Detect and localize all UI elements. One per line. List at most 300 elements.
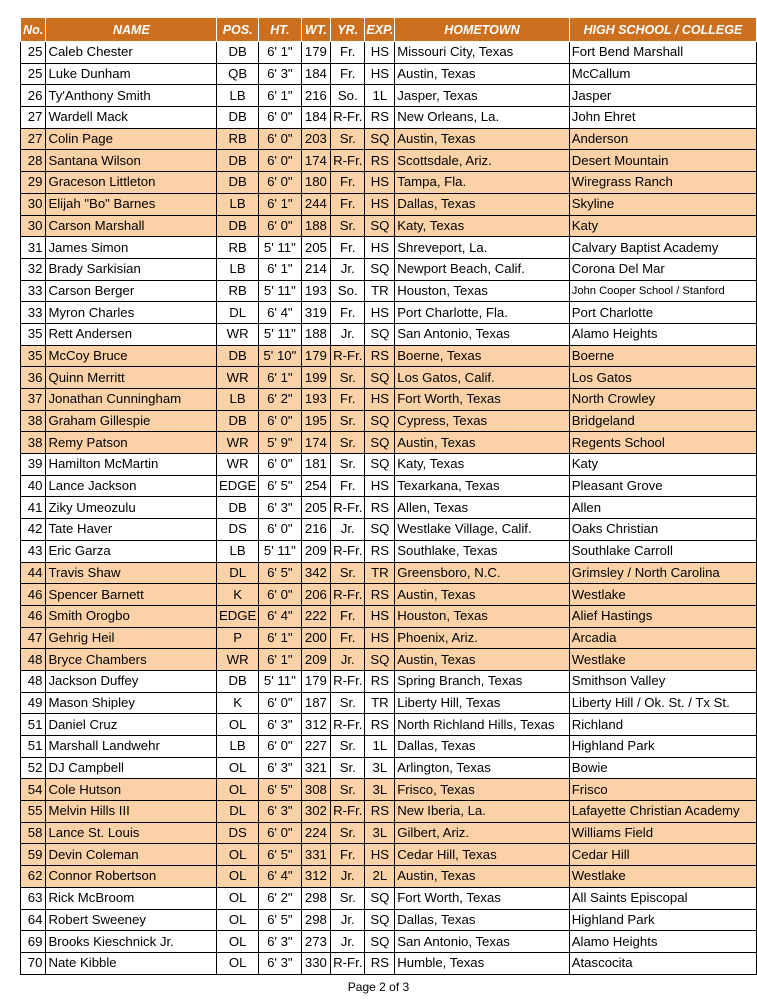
cell-weight: 222 bbox=[301, 605, 330, 627]
cell-experience: RS bbox=[365, 714, 395, 736]
cell-school: Anderson bbox=[569, 128, 756, 150]
col-header-hometown: HOMETOWN bbox=[395, 18, 569, 42]
table-row bbox=[21, 714, 757, 736]
cell-name: Quinn Merritt bbox=[46, 367, 217, 389]
cell-school: Corona Del Mar bbox=[569, 258, 756, 280]
cell-weight: 216 bbox=[301, 85, 330, 107]
cell-experience: SQ bbox=[365, 258, 395, 280]
cell-number: 36 bbox=[21, 367, 46, 389]
cell-hometown: Katy, Texas bbox=[395, 215, 569, 237]
table-row bbox=[21, 801, 757, 823]
cell-hometown: Cypress, Texas bbox=[395, 410, 569, 432]
cell-hometown: Newport Beach, Calif. bbox=[395, 258, 569, 280]
cell-number: 35 bbox=[21, 345, 46, 367]
cell-height: 6' 1" bbox=[258, 193, 301, 215]
cell-number: 48 bbox=[21, 670, 46, 692]
cell-name: DJ Campbell bbox=[46, 757, 217, 779]
cell-year: Fr. bbox=[331, 172, 365, 194]
cell-position: DB bbox=[217, 172, 259, 194]
cell-height: 6' 1" bbox=[258, 258, 301, 280]
cell-school: Grimsley / North Carolina bbox=[569, 562, 756, 584]
cell-year: Fr. bbox=[331, 844, 365, 866]
cell-position: DB bbox=[217, 497, 259, 519]
cell-position: EDGE bbox=[217, 605, 259, 627]
cell-height: 6' 5" bbox=[258, 779, 301, 801]
cell-position: LB bbox=[217, 540, 259, 562]
table-row bbox=[21, 866, 757, 888]
cell-weight: 321 bbox=[301, 757, 330, 779]
cell-name: Elijah "Bo" Barnes bbox=[46, 193, 217, 215]
table-row bbox=[21, 107, 757, 129]
cell-weight: 214 bbox=[301, 258, 330, 280]
table-row bbox=[21, 345, 757, 367]
cell-year: Fr. bbox=[331, 193, 365, 215]
cell-height: 6' 3" bbox=[258, 931, 301, 953]
cell-school: Frisco bbox=[569, 779, 756, 801]
cell-position: OL bbox=[217, 714, 259, 736]
table-row bbox=[21, 844, 757, 866]
cell-weight: 298 bbox=[301, 887, 330, 909]
cell-experience: SQ bbox=[365, 519, 395, 541]
cell-position: K bbox=[217, 692, 259, 714]
cell-name: Caleb Chester bbox=[46, 42, 217, 64]
cell-school: John Cooper School / Stanford bbox=[569, 280, 756, 302]
cell-year: Fr. bbox=[331, 605, 365, 627]
cell-experience: HS bbox=[365, 237, 395, 259]
cell-number: 32 bbox=[21, 258, 46, 280]
cell-weight: 179 bbox=[301, 42, 330, 64]
cell-weight: 203 bbox=[301, 128, 330, 150]
cell-weight: 244 bbox=[301, 193, 330, 215]
col-header-pos: POS. bbox=[217, 18, 259, 42]
cell-height: 6' 1" bbox=[258, 649, 301, 671]
cell-number: 37 bbox=[21, 389, 46, 411]
cell-experience: HS bbox=[365, 302, 395, 324]
cell-year: So. bbox=[331, 85, 365, 107]
cell-position: WR bbox=[217, 323, 259, 345]
cell-hometown: Cedar Hill, Texas bbox=[395, 844, 569, 866]
cell-height: 6' 0" bbox=[258, 736, 301, 758]
cell-school: Calvary Baptist Academy bbox=[569, 237, 756, 259]
cell-hometown: Texarkana, Texas bbox=[395, 475, 569, 497]
cell-year: Sr. bbox=[331, 128, 365, 150]
cell-number: 47 bbox=[21, 627, 46, 649]
table-row bbox=[21, 323, 757, 345]
cell-hometown: Jasper, Texas bbox=[395, 85, 569, 107]
cell-hometown: Katy, Texas bbox=[395, 454, 569, 476]
cell-name: Brooks Kieschnick Jr. bbox=[46, 931, 217, 953]
cell-hometown: Austin, Texas bbox=[395, 649, 569, 671]
cell-hometown: Gilbert, Ariz. bbox=[395, 822, 569, 844]
cell-position: OL bbox=[217, 931, 259, 953]
cell-experience: SQ bbox=[365, 323, 395, 345]
cell-hometown: Houston, Texas bbox=[395, 280, 569, 302]
cell-position: DB bbox=[217, 42, 259, 64]
cell-name: Lance Jackson bbox=[46, 475, 217, 497]
cell-height: 6' 3" bbox=[258, 801, 301, 823]
cell-year: Fr. bbox=[331, 389, 365, 411]
cell-school: Liberty Hill / Ok. St. / Tx St. bbox=[569, 692, 756, 714]
cell-name: Travis Shaw bbox=[46, 562, 217, 584]
cell-name: Lance St. Louis bbox=[46, 822, 217, 844]
cell-weight: 193 bbox=[301, 389, 330, 411]
cell-weight: 308 bbox=[301, 779, 330, 801]
cell-name: Carson Marshall bbox=[46, 215, 217, 237]
cell-weight: 209 bbox=[301, 649, 330, 671]
cell-weight: 254 bbox=[301, 475, 330, 497]
cell-school: Los Gatos bbox=[569, 367, 756, 389]
cell-position: OL bbox=[217, 866, 259, 888]
cell-school: All Saints Episcopal bbox=[569, 887, 756, 909]
cell-height: 6' 0" bbox=[258, 107, 301, 129]
cell-weight: 206 bbox=[301, 584, 330, 606]
table-row bbox=[21, 475, 757, 497]
cell-height: 6' 4" bbox=[258, 302, 301, 324]
cell-height: 6' 1" bbox=[258, 627, 301, 649]
cell-number: 25 bbox=[21, 63, 46, 85]
cell-height: 6' 3" bbox=[258, 63, 301, 85]
cell-hometown: Westlake Village, Calif. bbox=[395, 519, 569, 541]
cell-name: Daniel Cruz bbox=[46, 714, 217, 736]
cell-experience: SQ bbox=[365, 931, 395, 953]
cell-year: Jr. bbox=[331, 258, 365, 280]
cell-position: QB bbox=[217, 63, 259, 85]
col-header-wt: WT. bbox=[301, 18, 330, 42]
cell-hometown: Fort Worth, Texas bbox=[395, 887, 569, 909]
cell-experience: 3L bbox=[365, 757, 395, 779]
table-row bbox=[21, 193, 757, 215]
cell-year: Fr. bbox=[331, 63, 365, 85]
table-row bbox=[21, 627, 757, 649]
cell-experience: SQ bbox=[365, 887, 395, 909]
cell-name: Luke Dunham bbox=[46, 63, 217, 85]
cell-name: Nate Kibble bbox=[46, 952, 217, 974]
cell-school: Jasper bbox=[569, 85, 756, 107]
cell-experience: HS bbox=[365, 475, 395, 497]
cell-height: 6' 0" bbox=[258, 822, 301, 844]
cell-hometown: Houston, Texas bbox=[395, 605, 569, 627]
cell-position: DB bbox=[217, 107, 259, 129]
table-row bbox=[21, 432, 757, 454]
cell-school: Alief Hastings bbox=[569, 605, 756, 627]
cell-weight: 319 bbox=[301, 302, 330, 324]
cell-school: Alamo Heights bbox=[569, 323, 756, 345]
cell-hometown: Austin, Texas bbox=[395, 128, 569, 150]
table-row bbox=[21, 909, 757, 931]
cell-year: Fr. bbox=[331, 627, 365, 649]
cell-school: McCallum bbox=[569, 63, 756, 85]
cell-experience: RS bbox=[365, 670, 395, 692]
cell-experience: RS bbox=[365, 150, 395, 172]
cell-number: 35 bbox=[21, 323, 46, 345]
header-row bbox=[21, 18, 757, 42]
cell-hometown: Dallas, Texas bbox=[395, 193, 569, 215]
cell-name: Bryce Chambers bbox=[46, 649, 217, 671]
cell-number: 54 bbox=[21, 779, 46, 801]
cell-year: Fr. bbox=[331, 475, 365, 497]
cell-hometown: Austin, Texas bbox=[395, 63, 569, 85]
cell-weight: 302 bbox=[301, 801, 330, 823]
cell-number: 26 bbox=[21, 85, 46, 107]
cell-hometown: Dallas, Texas bbox=[395, 909, 569, 931]
cell-name: Santana Wilson bbox=[46, 150, 217, 172]
cell-name: Graham Gillespie bbox=[46, 410, 217, 432]
cell-height: 6' 0" bbox=[258, 692, 301, 714]
col-header-school: HIGH SCHOOL / COLLEGE bbox=[569, 18, 756, 42]
cell-school: John Ehret bbox=[569, 107, 756, 129]
cell-number: 27 bbox=[21, 107, 46, 129]
table-row bbox=[21, 42, 757, 64]
table-row bbox=[21, 389, 757, 411]
cell-experience: RS bbox=[365, 952, 395, 974]
table-row bbox=[21, 779, 757, 801]
cell-number: 40 bbox=[21, 475, 46, 497]
cell-name: Rett Andersen bbox=[46, 323, 217, 345]
cell-position: P bbox=[217, 627, 259, 649]
cell-experience: RS bbox=[365, 345, 395, 367]
cell-school: Westlake bbox=[569, 584, 756, 606]
cell-experience: 1L bbox=[365, 85, 395, 107]
col-header-exp: EXP. bbox=[365, 18, 395, 42]
cell-experience: HS bbox=[365, 389, 395, 411]
cell-experience: SQ bbox=[365, 432, 395, 454]
cell-school: Fort Bend Marshall bbox=[569, 42, 756, 64]
cell-height: 5' 10" bbox=[258, 345, 301, 367]
cell-number: 29 bbox=[21, 172, 46, 194]
cell-position: OL bbox=[217, 952, 259, 974]
cell-number: 33 bbox=[21, 302, 46, 324]
cell-position: RB bbox=[217, 128, 259, 150]
cell-school: Arcadia bbox=[569, 627, 756, 649]
cell-number: 38 bbox=[21, 410, 46, 432]
cell-number: 63 bbox=[21, 887, 46, 909]
cell-school: North Crowley bbox=[569, 389, 756, 411]
cell-position: DL bbox=[217, 302, 259, 324]
cell-position: DB bbox=[217, 150, 259, 172]
cell-position: DB bbox=[217, 410, 259, 432]
cell-hometown: Los Gatos, Calif. bbox=[395, 367, 569, 389]
cell-school: Desert Mountain bbox=[569, 150, 756, 172]
cell-experience: SQ bbox=[365, 128, 395, 150]
cell-number: 39 bbox=[21, 454, 46, 476]
table-row bbox=[21, 410, 757, 432]
cell-number: 69 bbox=[21, 931, 46, 953]
cell-year: Jr. bbox=[331, 519, 365, 541]
cell-height: 5' 11" bbox=[258, 323, 301, 345]
cell-hometown: Arlington, Texas bbox=[395, 757, 569, 779]
cell-name: Carson Berger bbox=[46, 280, 217, 302]
cell-height: 6' 3" bbox=[258, 714, 301, 736]
cell-experience: 3L bbox=[365, 822, 395, 844]
cell-year: R-Fr. bbox=[331, 345, 365, 367]
cell-hometown: Liberty Hill, Texas bbox=[395, 692, 569, 714]
cell-number: 30 bbox=[21, 215, 46, 237]
cell-position: DB bbox=[217, 345, 259, 367]
cell-weight: 174 bbox=[301, 432, 330, 454]
cell-weight: 200 bbox=[301, 627, 330, 649]
cell-hometown: San Antonio, Texas bbox=[395, 931, 569, 953]
cell-height: 6' 4" bbox=[258, 605, 301, 627]
cell-school: Lafayette Christian Academy bbox=[569, 801, 756, 823]
roster-table bbox=[20, 17, 757, 975]
cell-year: R-Fr. bbox=[331, 540, 365, 562]
page-number: Page 2 of 3 bbox=[347, 980, 410, 994]
cell-name: Remy Patson bbox=[46, 432, 217, 454]
cell-year: So. bbox=[331, 280, 365, 302]
cell-name: Tate Haver bbox=[46, 519, 217, 541]
cell-school: Cedar Hill bbox=[569, 844, 756, 866]
cell-number: 51 bbox=[21, 714, 46, 736]
cell-position: RB bbox=[217, 280, 259, 302]
cell-position: EDGE bbox=[217, 475, 259, 497]
roster-body bbox=[21, 42, 757, 975]
cell-weight: 174 bbox=[301, 150, 330, 172]
cell-number: 28 bbox=[21, 150, 46, 172]
cell-hometown: Frisco, Texas bbox=[395, 779, 569, 801]
col-header-yr: YR. bbox=[331, 18, 365, 42]
cell-name: Brady Sarkisian bbox=[46, 258, 217, 280]
cell-hometown: Boerne, Texas bbox=[395, 345, 569, 367]
cell-weight: 179 bbox=[301, 345, 330, 367]
cell-number: 30 bbox=[21, 193, 46, 215]
cell-experience: SQ bbox=[365, 649, 395, 671]
cell-position: LB bbox=[217, 258, 259, 280]
cell-school: Oaks Christian bbox=[569, 519, 756, 541]
cell-school: Richland bbox=[569, 714, 756, 736]
cell-year: R-Fr. bbox=[331, 584, 365, 606]
cell-hometown: Tampa, Fla. bbox=[395, 172, 569, 194]
cell-school: Bowie bbox=[569, 757, 756, 779]
cell-number: 48 bbox=[21, 649, 46, 671]
cell-height: 6' 5" bbox=[258, 475, 301, 497]
cell-hometown: Scottsdale, Ariz. bbox=[395, 150, 569, 172]
cell-height: 6' 2" bbox=[258, 887, 301, 909]
cell-height: 6' 3" bbox=[258, 952, 301, 974]
table-row bbox=[21, 128, 757, 150]
cell-hometown: Humble, Texas bbox=[395, 952, 569, 974]
cell-experience: RS bbox=[365, 584, 395, 606]
table-row bbox=[21, 85, 757, 107]
cell-height: 6' 0" bbox=[258, 172, 301, 194]
cell-weight: 312 bbox=[301, 866, 330, 888]
table-row bbox=[21, 258, 757, 280]
cell-number: 55 bbox=[21, 801, 46, 823]
cell-height: 6' 5" bbox=[258, 562, 301, 584]
cell-weight: 179 bbox=[301, 670, 330, 692]
cell-name: Spencer Barnett bbox=[46, 584, 217, 606]
cell-number: 41 bbox=[21, 497, 46, 519]
col-header-no: No. bbox=[21, 18, 46, 42]
cell-experience: RS bbox=[365, 107, 395, 129]
cell-height: 6' 1" bbox=[258, 367, 301, 389]
cell-school: Skyline bbox=[569, 193, 756, 215]
cell-school: Westlake bbox=[569, 866, 756, 888]
cell-year: Jr. bbox=[331, 866, 365, 888]
cell-year: Jr. bbox=[331, 931, 365, 953]
cell-year: Sr. bbox=[331, 454, 365, 476]
cell-hometown: Shreveport, La. bbox=[395, 237, 569, 259]
cell-hometown: Dallas, Texas bbox=[395, 736, 569, 758]
table-row bbox=[21, 540, 757, 562]
cell-height: 6' 1" bbox=[258, 85, 301, 107]
cell-experience: HS bbox=[365, 42, 395, 64]
cell-experience: HS bbox=[365, 627, 395, 649]
table-row bbox=[21, 649, 757, 671]
cell-hometown: Missouri City, Texas bbox=[395, 42, 569, 64]
table-row bbox=[21, 822, 757, 844]
cell-position: WR bbox=[217, 432, 259, 454]
cell-experience: SQ bbox=[365, 215, 395, 237]
cell-experience: TR bbox=[365, 280, 395, 302]
cell-hometown: New Orleans, La. bbox=[395, 107, 569, 129]
cell-height: 5' 9" bbox=[258, 432, 301, 454]
cell-weight: 216 bbox=[301, 519, 330, 541]
cell-year: R-Fr. bbox=[331, 801, 365, 823]
cell-name: James Simon bbox=[46, 237, 217, 259]
cell-height: 6' 3" bbox=[258, 757, 301, 779]
cell-position: WR bbox=[217, 454, 259, 476]
cell-height: 6' 0" bbox=[258, 410, 301, 432]
cell-weight: 180 bbox=[301, 172, 330, 194]
table-row bbox=[21, 150, 757, 172]
cell-school: Alamo Heights bbox=[569, 931, 756, 953]
cell-hometown: Spring Branch, Texas bbox=[395, 670, 569, 692]
cell-year: Sr. bbox=[331, 410, 365, 432]
cell-year: Fr. bbox=[331, 302, 365, 324]
cell-weight: 273 bbox=[301, 931, 330, 953]
cell-experience: HS bbox=[365, 193, 395, 215]
table-row bbox=[21, 931, 757, 953]
cell-year: Sr. bbox=[331, 779, 365, 801]
cell-position: WR bbox=[217, 649, 259, 671]
cell-experience: SQ bbox=[365, 410, 395, 432]
table-row bbox=[21, 519, 757, 541]
cell-year: Sr. bbox=[331, 432, 365, 454]
cell-experience: HS bbox=[365, 172, 395, 194]
cell-year: Fr. bbox=[331, 42, 365, 64]
cell-year: Fr. bbox=[331, 237, 365, 259]
cell-position: OL bbox=[217, 779, 259, 801]
cell-school: Highland Park bbox=[569, 909, 756, 931]
table-row bbox=[21, 302, 757, 324]
cell-name: Jackson Duffey bbox=[46, 670, 217, 692]
cell-year: R-Fr. bbox=[331, 497, 365, 519]
cell-name: Mason Shipley bbox=[46, 692, 217, 714]
table-row bbox=[21, 605, 757, 627]
cell-hometown: Phoenix, Ariz. bbox=[395, 627, 569, 649]
cell-school: Allen bbox=[569, 497, 756, 519]
cell-height: 6' 0" bbox=[258, 454, 301, 476]
cell-position: DB bbox=[217, 215, 259, 237]
cell-number: 25 bbox=[21, 42, 46, 64]
cell-position: LB bbox=[217, 389, 259, 411]
cell-height: 6' 0" bbox=[258, 150, 301, 172]
cell-position: DS bbox=[217, 519, 259, 541]
cell-weight: 188 bbox=[301, 215, 330, 237]
cell-school: Regents School bbox=[569, 432, 756, 454]
cell-weight: 184 bbox=[301, 107, 330, 129]
cell-weight: 227 bbox=[301, 736, 330, 758]
cell-experience: RS bbox=[365, 801, 395, 823]
cell-year: Sr. bbox=[331, 757, 365, 779]
cell-hometown: Port Charlotte, Fla. bbox=[395, 302, 569, 324]
cell-experience: SQ bbox=[365, 367, 395, 389]
cell-number: 33 bbox=[21, 280, 46, 302]
cell-year: R-Fr. bbox=[331, 670, 365, 692]
cell-year: Sr. bbox=[331, 887, 365, 909]
cell-number: 62 bbox=[21, 866, 46, 888]
cell-year: R-Fr. bbox=[331, 150, 365, 172]
